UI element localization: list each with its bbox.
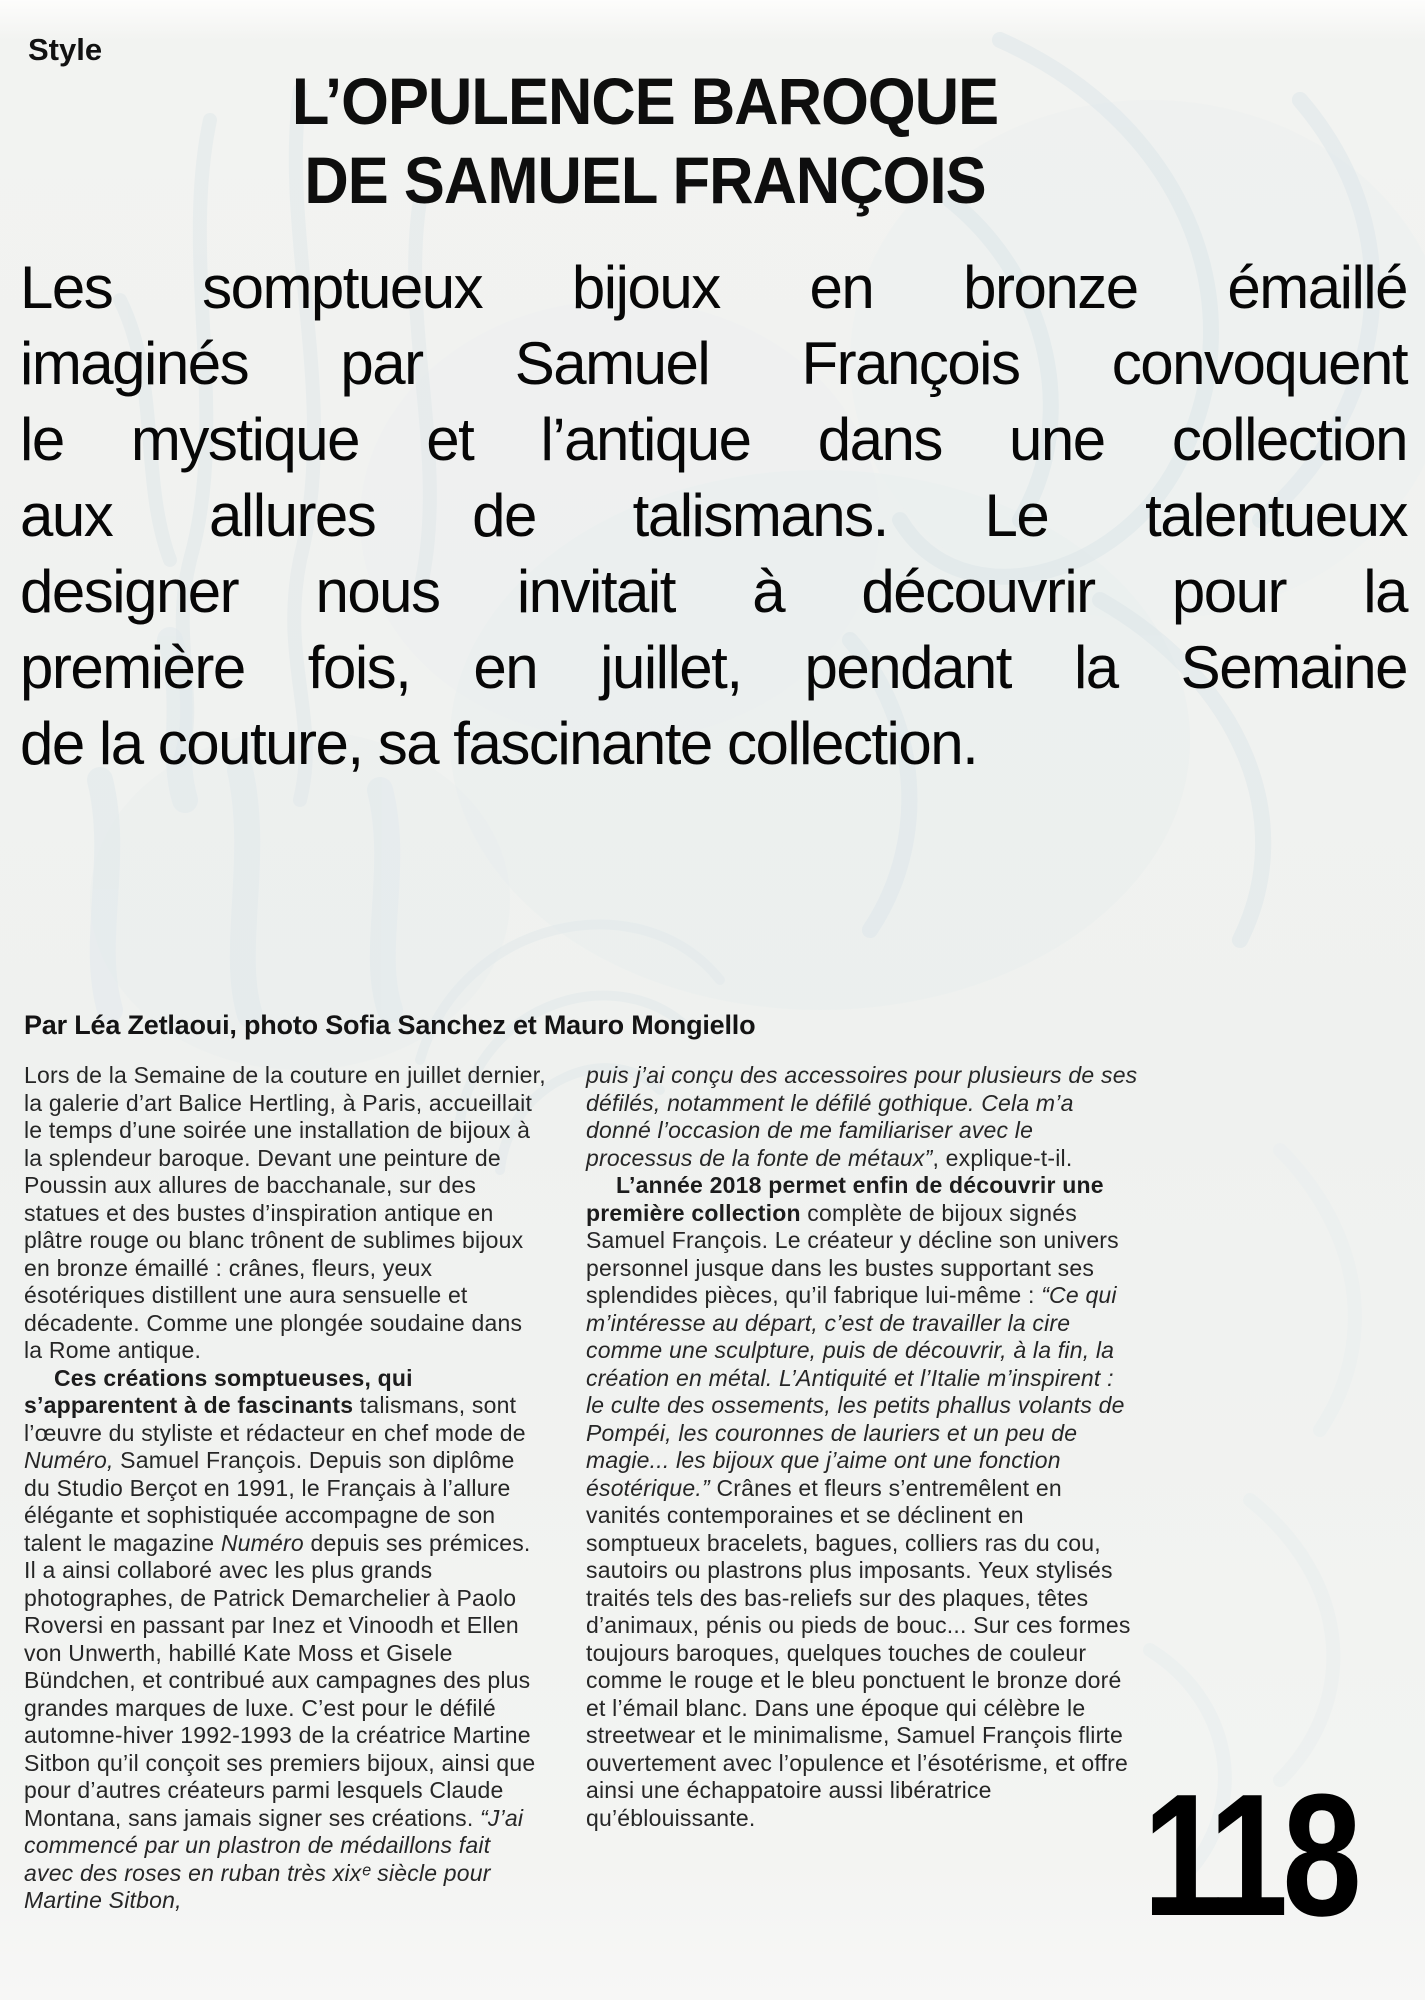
standfirst bbox=[20, 250, 1407, 782]
paragraph bbox=[586, 1062, 1138, 1172]
paragraph bbox=[24, 1365, 546, 1915]
standfirst-line: de la couture, sa fascinante collection. bbox=[20, 710, 978, 777]
standfirst-line: Les somptueux bijoux en bronze émaillé bbox=[20, 254, 1407, 321]
text-segment: Lors de la Semaine de la couture en juillet dernier, la galerie d’art Balice Hertling, à Paris, accueillait le temps d’une soirée une installation de bijoux à la splendeur baroque. Devant une peinture de Poussin aux allures de bacchanale, sur des statues et des bustes d’inspiration antique en plâtre rouge ou blanc trônent de sublimes bijoux en bronze émaillé : crânes, fleurs, yeux ésotériques distillent une aura sensuelle et décadente. Comme une plongée soudaine dans la Rome antique. bbox=[24, 1062, 546, 1363]
text-segment: depuis ses prémices. Il a ainsi collaboré avec les plus grands photographes, de Patrick Demarchelier à Paolo Roversi en passant par Inez et Vinoodh et Ellen von Unwerth, habillé Kate Moss et Gisele Bündchen, et contribué aux campagnes des plus grandes marques de luxe. C’est pour le défilé automne-hiver 1992-1993 de la créatrice Martine Sitbon qu’il conçoit ses premiers bijoux, ainsi que pour d’autres créateurs parmi lesquels Claude Montana, sans jamais signer ses créations. bbox=[24, 1529, 536, 1831]
standfirst-line: imaginés par Samuel François convoquent bbox=[20, 330, 1407, 397]
byline: Par Léa Zetlaoui, photo Sofia Sanchez et Mauro Mongiello bbox=[24, 1010, 756, 1040]
headline-line-2: DE SAMUEL FRANÇOIS bbox=[304, 143, 986, 217]
standfirst-line: aux allures de talismans. Le talentueux bbox=[20, 482, 1407, 549]
text-segment: L’année 2018 permet enfin de découvrir une première collection bbox=[586, 1172, 1104, 1226]
article-column-left bbox=[24, 1062, 546, 1915]
text-segment: Crânes et fleurs s’entremêlent en vanités contemporaines et se déclinent en somptueux bracelets, bagues, colliers ras du cou, sautoirs ou plastrons plus imposants. Yeux stylisés traités tels des bas-reliefs sur des plaques, têtes d’animaux, pénis ou pieds de bouc... Sur ces formes toujours baroques, quelques touches de couleur comme le rouge et le bleu ponctuent le bronze doré et l’émail blanc. Dans une époque qui célèbre le streetwear et le minimalisme, Samuel François flirte ouvertement avec l’opulence et l’ésotérisme, et offre ainsi une échappatoire aussi libératrice qu’éblouissante. bbox=[586, 1474, 1131, 1831]
article-column-right bbox=[586, 1062, 1138, 1915]
text-segment: talismans, sont l’œuvre du styliste et rédacteur en chef mode de bbox=[24, 1392, 526, 1446]
text-segment: “J’ai commencé par un plastron de médaillons fait avec des roses en ruban très xixᵉ siècle pour Martine Sitbon, bbox=[24, 1804, 524, 1913]
standfirst-line: le mystique et l’antique dans une collection bbox=[20, 406, 1407, 473]
headline-line-1: L’OPULENCE BAROQUE bbox=[291, 64, 999, 138]
text-segment: puis j’ai conçu des accessoires pour plusieurs de ses défilés, notamment le défilé gothique. Cela m’a donné l’occasion de me familiariser avec le processus de la fonte de métaux” bbox=[586, 1062, 1138, 1171]
text-segment: Samuel François. Depuis son diplôme du Studio Berçot en 1991, le Français à l’allure élégante et sophistiquée accompagne de son talent le magazine bbox=[24, 1447, 515, 1556]
paragraph bbox=[586, 1172, 1138, 1832]
text-segment: Numéro, bbox=[24, 1447, 114, 1473]
text-segment: Ces créations somptueuses, qui s’apparentent à de fascinants bbox=[24, 1364, 413, 1418]
section-label: Style bbox=[28, 32, 103, 67]
text-segment: “Ce qui m’intéresse au départ, c’est de travailler la cire comme une sculpture, puis de découvrir, à la fin, la création en métal. L’Antiquité et l’Italie m’inspirent : le culte des ossements, les petits phallus volants de Pompéi, les couronnes de lauriers et un peu de magie... les bijoux que j’aime ont une fonction ésotérique.” bbox=[586, 1282, 1125, 1501]
standfirst-line: première fois, en juillet, pendant la Semaine bbox=[20, 634, 1407, 701]
article-columns bbox=[24, 1062, 1138, 1915]
article-headline bbox=[45, 62, 1245, 220]
text-segment: Numéro bbox=[220, 1529, 304, 1556]
page-number: 118 bbox=[1143, 1757, 1356, 1952]
text-segment: complète de bijoux signés Samuel François. Le créateur y décline son univers personnel jusque dans les bustes supportant ses splendides pièces, qu’il fabrique lui-même : bbox=[586, 1199, 1119, 1308]
standfirst-line: designer nous invitait à découvrir pour la bbox=[20, 558, 1407, 625]
paragraph bbox=[24, 1062, 546, 1365]
text-segment: , explique-t-il. bbox=[932, 1144, 1073, 1171]
